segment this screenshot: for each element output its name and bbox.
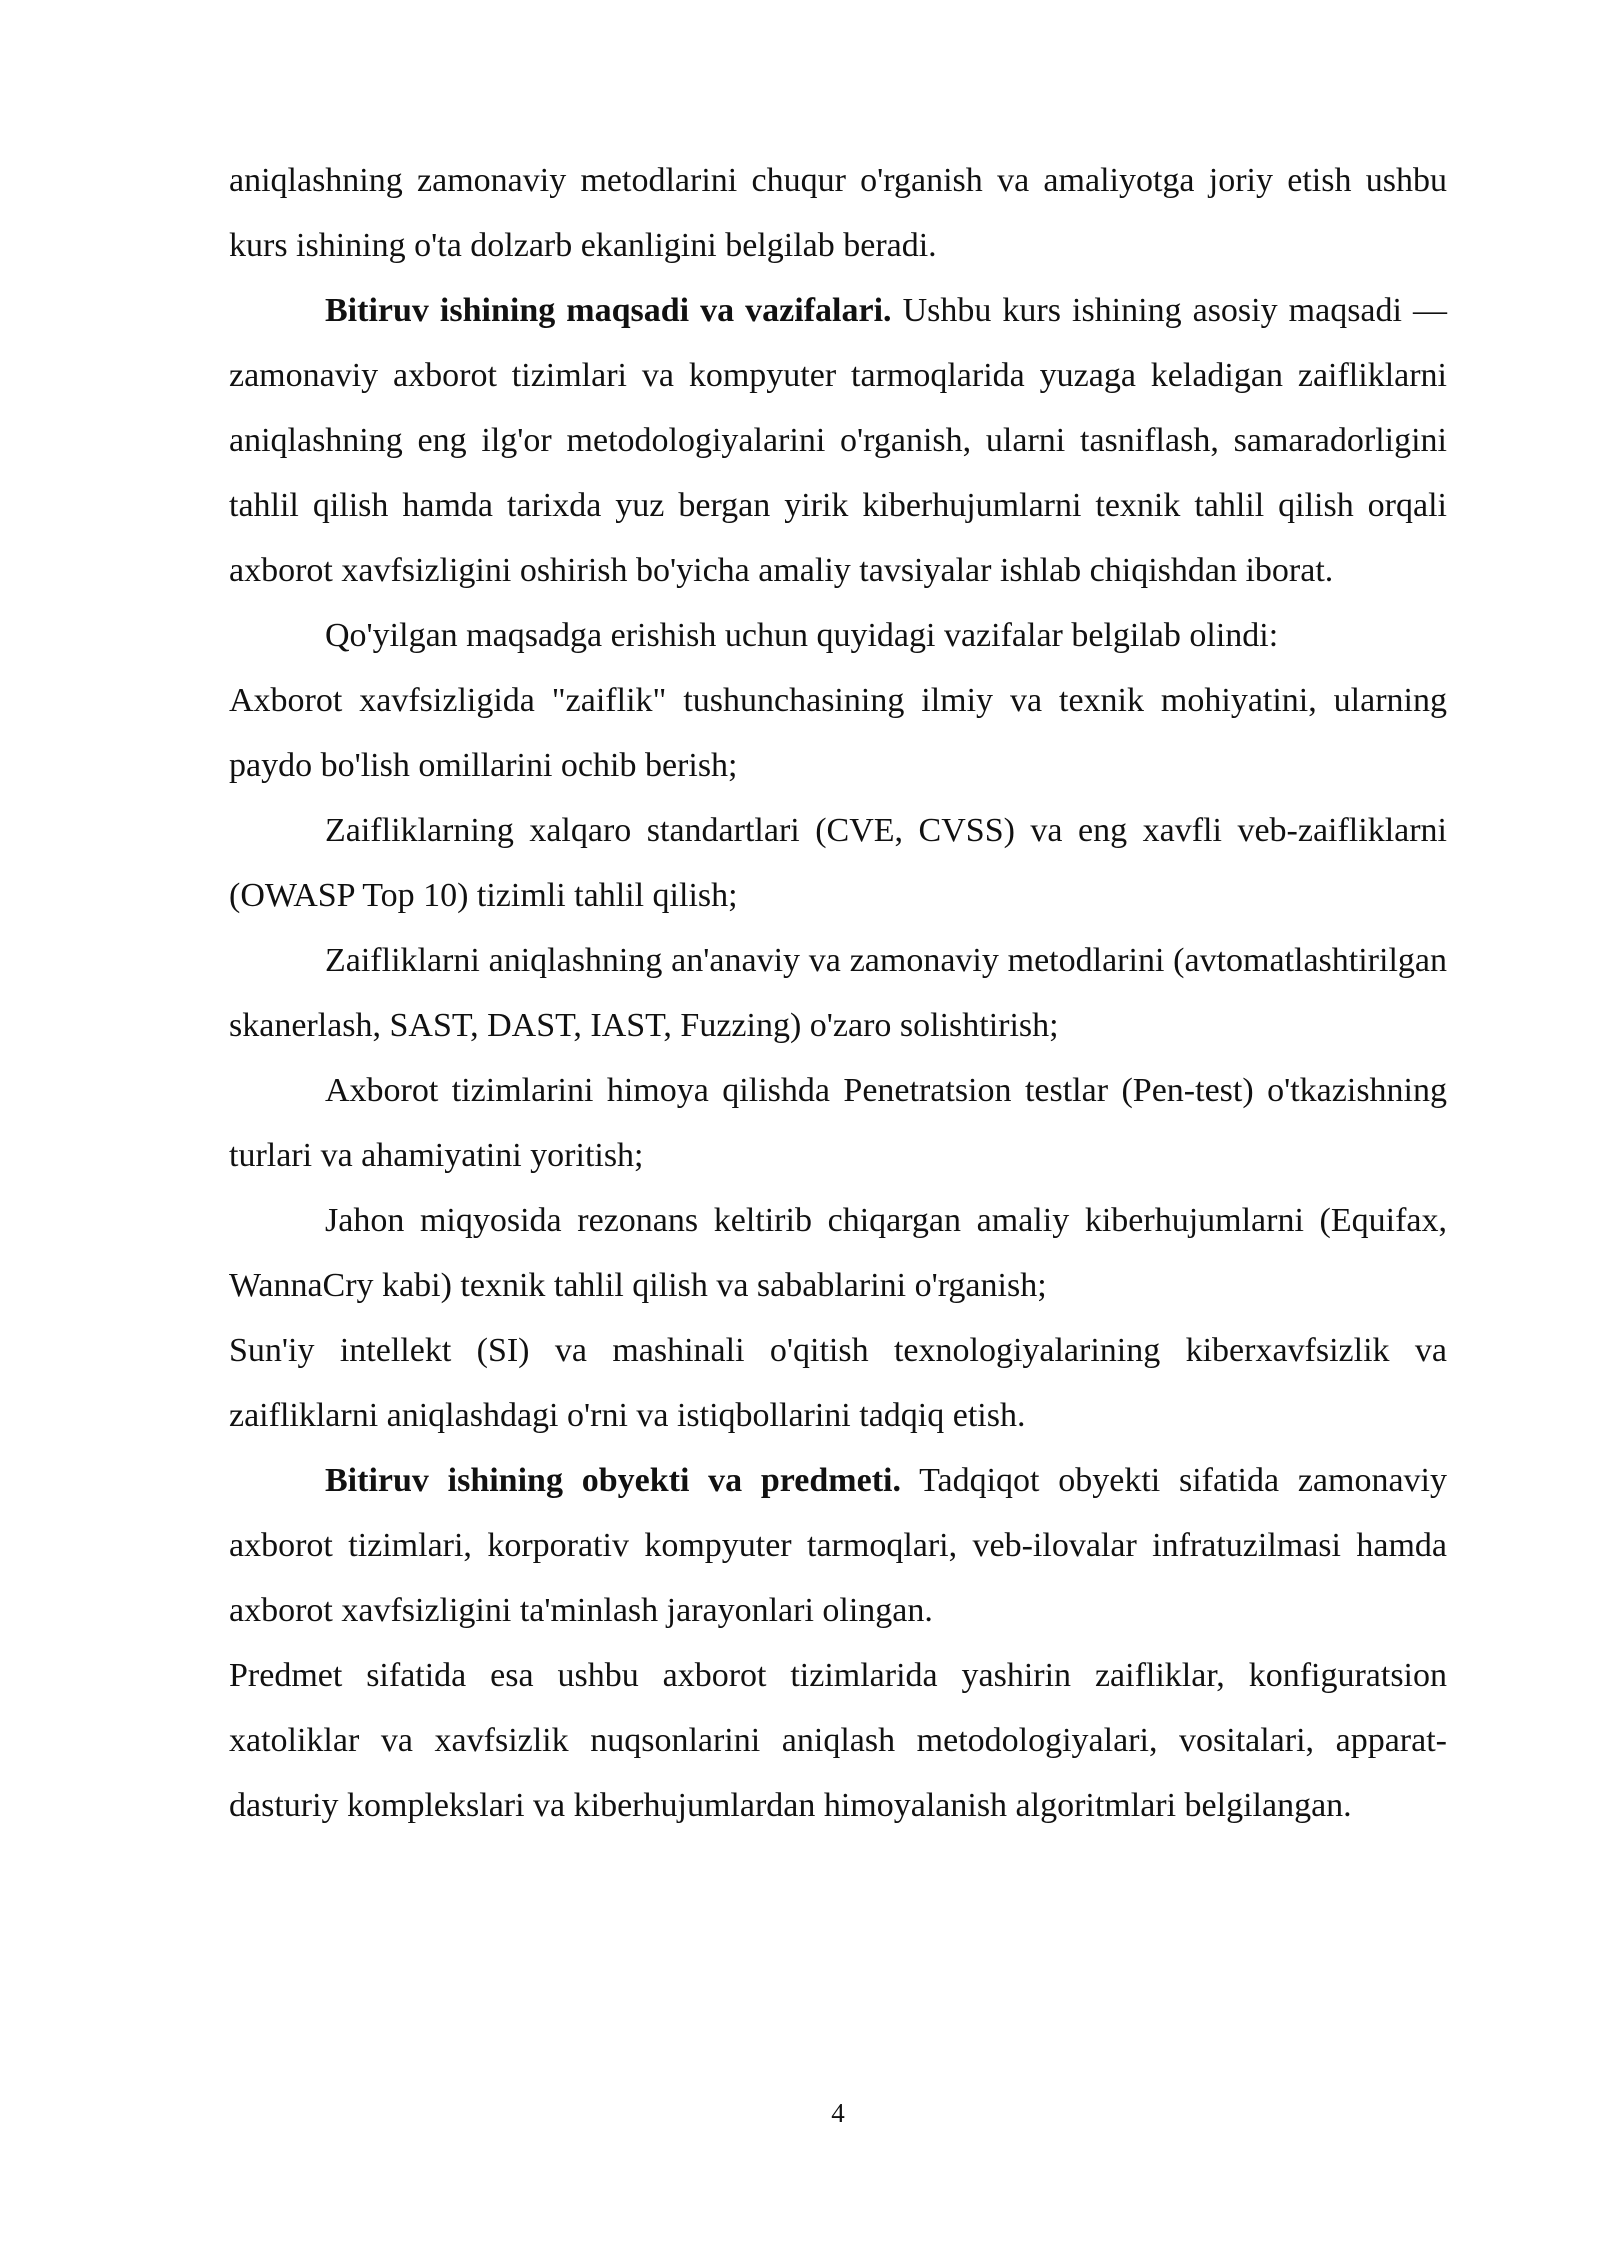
object-heading: Bitiruv ishining obyekti va predmeti.	[325, 1462, 901, 1499]
task-item-5: Jahon miqyosida rezonans keltirib chiqargan amaliy kiberhujumlarni (Equifax, WannaCry kabi) texnik tahlil qilish va sabablarini o'rganish;	[229, 1202, 1447, 1304]
task-item-1: Axborot xavfsizligida "zaiflik" tushunchasining ilmiy va texnik mohiyatini, ularning paydo bo'lish omillarini ochib berish;	[229, 682, 1447, 784]
task-item-2: Zaifliklarning xalqaro standartlari (CVE, CVSS) va eng xavfli veb-zaifliklarni (OWASP Top 10) tizimli tahlil qilish;	[229, 812, 1447, 914]
document-body	[229, 148, 1447, 1838]
task-item-3: Zaifliklarni aniqlashning an'anaviy va zamonaviy metodlarini (avtomatlashtirilgan skanerlash, SAST, DAST, IAST, Fuzzing) o'zaro solishtirish;	[229, 942, 1447, 1044]
paragraph-object	[229, 1448, 1447, 1643]
goal-heading: Bitiruv ishining maqsadi va vazifalari.	[325, 292, 892, 329]
paragraph-subject: Predmet sifatida esa ushbu axborot tizimlarida yashirin zaifliklar, konfiguratsion xatoliklar va xavfsizlik nuqsonlarini aniqlash metodologiyalari, vositalari, apparat-dasturiy komplekslari va kiberhujumlardan himoyalanish algoritmlari belgilangan.	[229, 1657, 1447, 1824]
task-item-6: Sun'iy intellekt (SI) va mashinali o'qitish texnologiyalarining kiberxavfsizlik va zaifliklarni aniqlashdagi o'rni va istiqbollarini tadqiq etish.	[229, 1332, 1447, 1434]
object-text: Tadqiqot obyekti sifatida zamonaviy axborot tizimlari, korporativ kompyuter tarmoqlari, veb-ilovalar infratuzilmasi hamda axborot xavfsizligini ta'minlash jarayonlari olingan.	[229, 1462, 1447, 1629]
task-item-4: Axborot tizimlarini himoya qilishda Penetratsion testlar (Pen-test) o'tkazishning turlari va ahamiyatini yoritish;	[229, 1072, 1447, 1174]
paragraph-intro-continuation: aniqlashning zamonaviy metodlarini chuqur o'rganish va amaliyotga joriy etish ushbu kurs ishining o'ta dolzarb ekanligini belgilab beradi.	[229, 162, 1447, 264]
goal-text: Ushbu kurs ishining asosiy maqsadi — zamonaviy axborot tizimlari va kompyuter tarmoqlarida yuzaga keladigan zaifliklarni aniqlashning eng ilg'or metodologiyalarini o'rganish, ularni tasniflash, samaradorligini tahlil qilish hamda tarixda yuz bergan yirik kiberhujumlarni texnik tahlil qilish orqali axborot xavfsizligini oshirish bo'yicha amaliy tavsiyalar ishlab chiqishdan iborat.	[229, 292, 1447, 589]
page-number: 4	[831, 2098, 845, 2128]
paragraph-tasks-intro: Qo'yilgan maqsadga erishish uchun quyidagi vazifalar belgilab olindi:	[325, 617, 1279, 654]
paragraph-goal	[229, 278, 1447, 603]
